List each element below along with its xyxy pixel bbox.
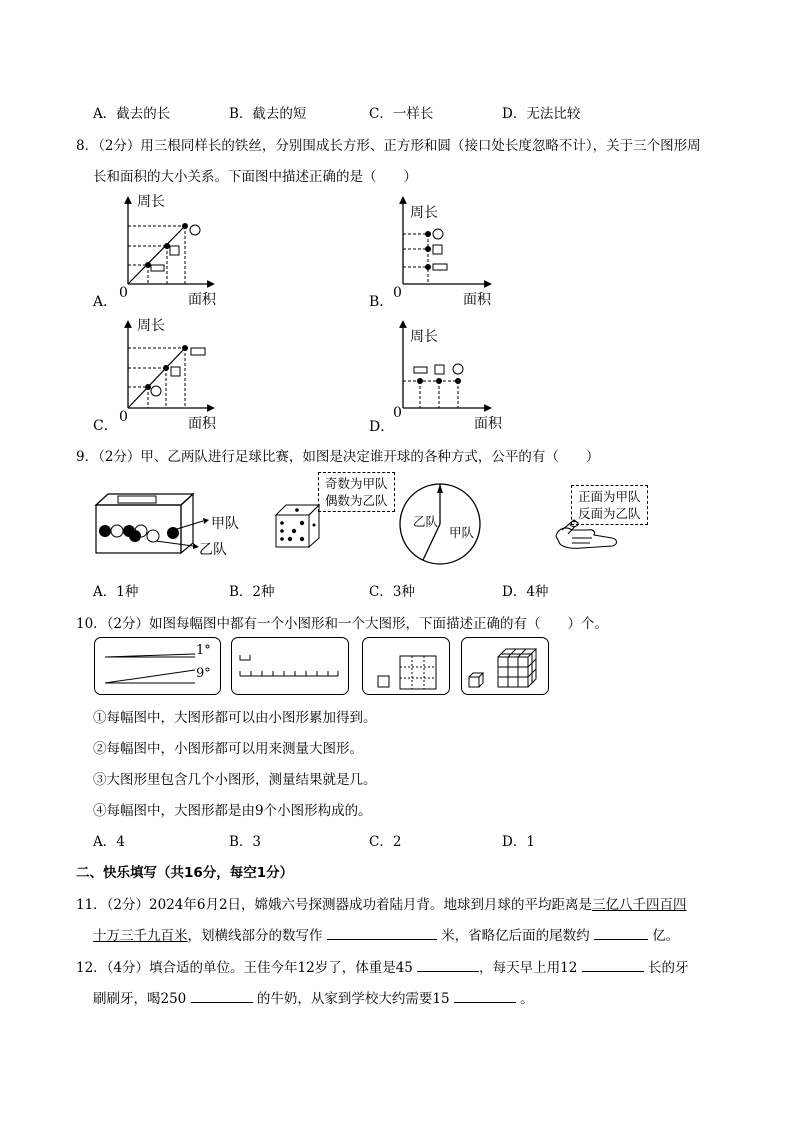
q9-option-c: C．3种: [369, 584, 415, 600]
q11-underlined-2: 十万三千九百米: [93, 928, 188, 944]
q10-stem: 10．（2分）如图每幅图中都有一个小图形和一个大图形，下面描述正确的有（ ）个。: [76, 616, 609, 632]
q12-text-c: 长的牙: [647, 960, 689, 976]
q9-stem: 9．（2分）甲、乙两队进行足球比赛，如图是决定谁开球的各种方式，公平的有（ ）: [76, 449, 600, 465]
q11-text-b: 米，省略亿后面的尾数约: [441, 928, 590, 944]
q10-angle-small: 1°: [196, 643, 211, 658]
q12-text-e: 的牛奶，从家到学校大约需要15: [256, 991, 450, 1007]
q12-line2: [93, 987, 534, 1007]
q10-statement-2: ②每幅图中，小图形都可以用来测量大图形。: [93, 741, 363, 757]
q12-blank-1[interactable]: [417, 957, 479, 972]
section-2-heading: 二、快乐填写（共16分，每空1分）: [76, 865, 294, 881]
q9-coin-note-line1: 正面为甲队: [578, 489, 641, 504]
q10-figure-ruler: [231, 637, 349, 695]
q9-dice-note-line2: 偶数为乙队: [325, 493, 388, 508]
q9-spinner-yi: 乙队: [413, 514, 439, 529]
q9-box-jia-label: 甲队: [211, 516, 239, 532]
q10-figure-squares: [362, 637, 450, 695]
q12-text-b: ，每天早上用12: [479, 960, 578, 976]
q7-option-a: A．截去的长: [93, 106, 171, 122]
q9-coin-note: [571, 485, 648, 525]
q10-option-a: A．4: [93, 834, 125, 850]
q7-option-d: D．无法比较: [502, 106, 581, 122]
q8-a-origin: 0: [119, 285, 128, 301]
q12-blank-4[interactable]: [454, 988, 516, 1003]
q8-b-origin: 0: [393, 285, 402, 301]
q10-angle-big: 9°: [196, 666, 211, 681]
q8-c-axis-x: 面积: [188, 416, 216, 432]
q11-line2: [93, 924, 679, 944]
q10-statement-1: ①每幅图中，大图形都可以由小图形累加得到。: [93, 710, 377, 726]
q7-option-b: B．截去的短: [229, 106, 307, 122]
q12-blank-3[interactable]: [191, 988, 253, 1003]
q8-stem-line2: 长和面积的大小关系。下面图中描述正确的是（ ）: [93, 169, 417, 185]
q8-label-a: A．: [93, 294, 118, 310]
q10-figure-cubes: [461, 637, 549, 695]
q11-text-pre: 11．（2分）2024年6月2日，嫦娥六号探测器成功着陆月背。地球到月球的平均距离是: [76, 897, 593, 913]
q8-a-axis-y: 周长: [137, 194, 165, 210]
q9-spinner-jia: 甲队: [449, 525, 475, 540]
q9-dice: [274, 503, 324, 553]
q9-coin-note-line2: 反面为乙队: [578, 506, 641, 521]
q12-text-a: 12．（4分）填合适的单位。王佳今年12岁了，体重是45: [76, 960, 413, 976]
q8-label-d: D．: [369, 419, 395, 435]
q10-option-c: C．2: [369, 834, 402, 850]
q8-d-origin: 0: [393, 405, 402, 421]
q12-text-d: 刷刷牙，喝250: [93, 991, 187, 1007]
q9-option-a: A．1种: [93, 584, 139, 600]
q8-c-axis-y: 周长: [137, 318, 165, 334]
q8-label-c: C．: [93, 418, 118, 434]
q11-blank-1[interactable]: [327, 925, 437, 940]
q8-b-axis-x: 面积: [463, 292, 491, 308]
q8-label-b: B．: [369, 294, 394, 310]
q10-figure-angles: [94, 637, 221, 695]
q8-d-axis-y: 周长: [410, 329, 438, 345]
q8-a-axis-x: 面积: [188, 292, 216, 308]
q12-blank-2[interactable]: [582, 957, 644, 972]
q9-box-yi-label: 乙队: [199, 542, 227, 558]
q9-option-b: B．2种: [229, 584, 275, 600]
q8-b-axis-y: 周长: [410, 205, 438, 221]
q11-text-c: 亿。: [652, 928, 680, 944]
q10-statement-3: ③大图形里包含几个小图形，测量结果就是几。: [93, 772, 377, 788]
q11-underlined-1: 三亿八千四百四: [592, 897, 687, 913]
q8-stem-line1: 8．（2分）用三根同样长的铁丝，分别围成长方形、正方形和圆（接口处长度忽略不计），关于三个图形周: [76, 138, 701, 154]
q10-statement-4: ④每幅图中，大图形都是由9个小图形构成的。: [93, 803, 372, 819]
q10-option-d: D．1: [502, 834, 535, 850]
q12-line1: [76, 956, 688, 976]
q8-d-axis-x: 面积: [474, 416, 502, 432]
q7-option-c: C．一样长: [369, 106, 434, 122]
q11-line1: [76, 893, 687, 913]
q9-option-d: D．4种: [502, 584, 549, 600]
q8-c-origin: 0: [119, 409, 128, 425]
q9-dice-note-line1: 奇数为甲队: [325, 476, 388, 491]
q9-dice-note: [318, 472, 395, 512]
q11-text-a: ，划横线部分的数写作: [187, 928, 323, 944]
q12-text-f: 。: [520, 991, 534, 1007]
q10-option-b: B．3: [229, 834, 262, 850]
q11-blank-2[interactable]: [594, 925, 648, 940]
